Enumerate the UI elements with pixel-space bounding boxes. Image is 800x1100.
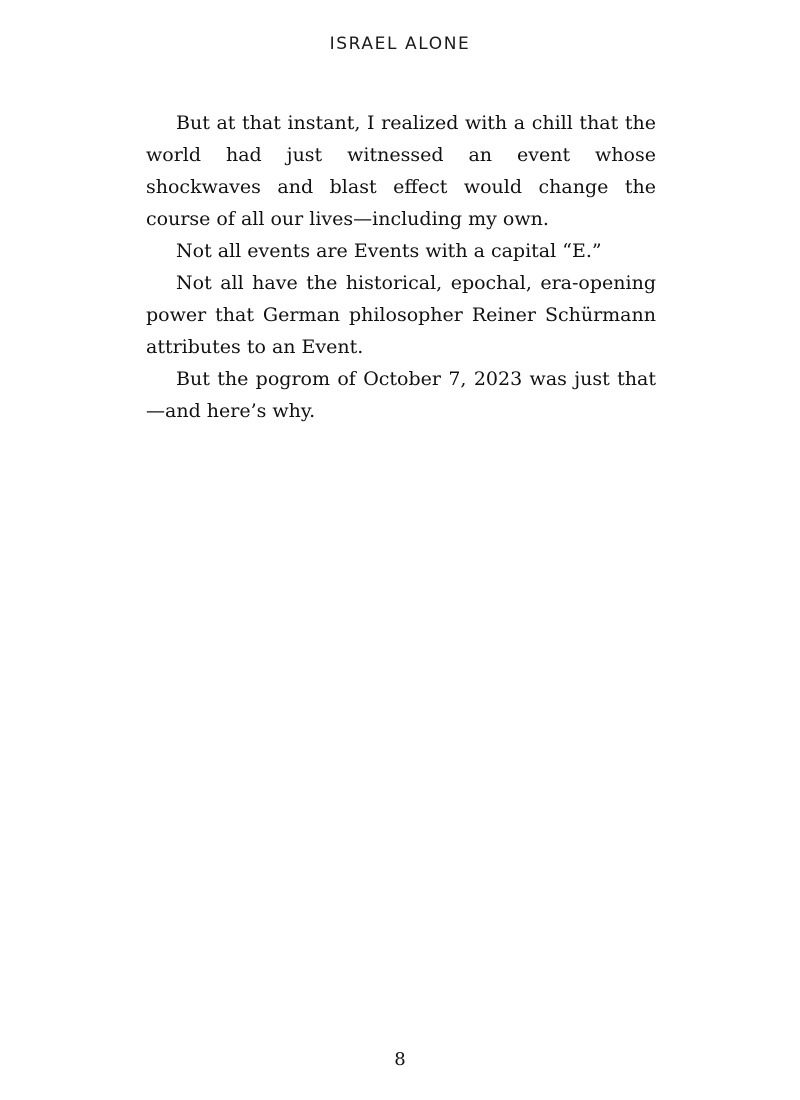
paragraph: But at that instant, I realized with a chill that the world had just witnessed an event whose shockwaves and blast effect would change the course of all our lives—including my own.: [146, 112, 656, 230]
paragraph: But the pogrom of October 7, 2023 was just that—and here’s why.: [146, 368, 656, 422]
running-head: ISRAEL ALONE: [329, 34, 471, 54]
body-text: [146, 107, 656, 427]
page-number: 8: [394, 1049, 406, 1070]
paragraph: Not all events are Events with a capital “E.”: [176, 240, 602, 262]
paragraph: Not all have the historical, epochal, era-opening power that German philosopher Reiner Schürmann attributes to an Event.: [146, 272, 656, 358]
